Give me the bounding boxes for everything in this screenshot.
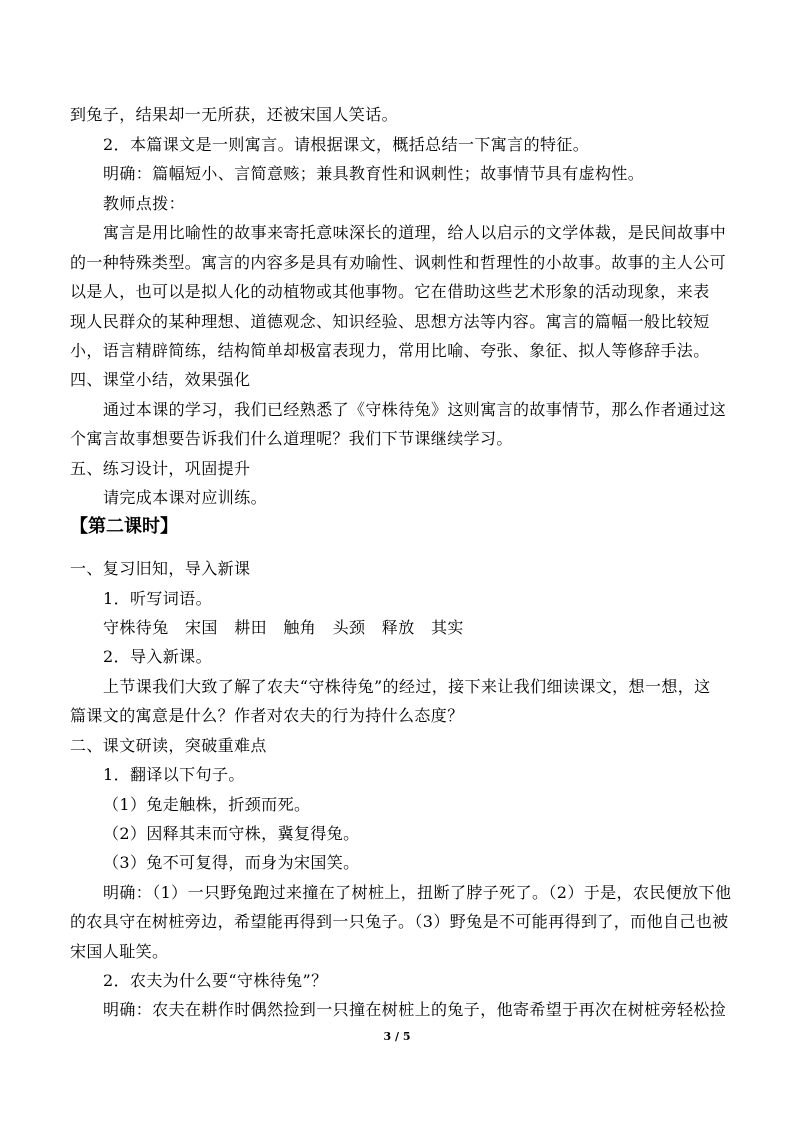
sentence-item: （3）兔不可复得，而身为宋国笑。 xyxy=(103,853,360,872)
lesson-heading: 【第二课时】 xyxy=(70,516,178,537)
question-text: 1．听写词语。 xyxy=(103,589,212,608)
question-text: 2．农夫为什么要“守株待兔”？ xyxy=(103,971,328,990)
section-heading: 一、复习旧知，导入新课 xyxy=(70,559,251,578)
section-heading: 四、课堂小结，效果强化 xyxy=(70,370,251,389)
paragraph-text: 寓言是用比喻性的故事来寄托意味深长的道理，给人以启示的文学体裁，是民间故事中 xyxy=(103,223,727,242)
answer-text: 明确：农夫在耕作时偶然捡到一只撞在树桩上的兔子，他寄希望于再次在树桩旁轻松捡 xyxy=(103,1000,727,1019)
body-text-line: 请完成本课对应训练。 xyxy=(103,488,268,507)
sentence-item: （2）因释其耒而守株，冀复得兔。 xyxy=(103,824,360,843)
section-heading: 二、课文研读，突破重难点 xyxy=(70,736,267,755)
paragraph-text: 的一种特殊类型。寓言的内容多是具有劝喻性、讽刺性和哲理性的小故事。故事的主人公可 xyxy=(70,253,727,272)
paragraph-text: 篇课文的寓意是什么？作者对农夫的行为持什么态度？ xyxy=(70,706,464,725)
paragraph-text: 上节课我们大致了解了农夫“守株待兔”的经过，接下来让我们细读课文，想一想，这 xyxy=(103,677,711,696)
vocabulary-list: 守株待兔 宋国 耕田 触角 头颈 释放 其实 xyxy=(103,618,464,637)
paragraph-text: 个寓言故事想要告诉我们什么道理呢？我们下节课继续学习。 xyxy=(70,429,513,448)
question-text: 1．翻译以下句子。 xyxy=(103,765,245,784)
section-heading: 五、练习设计，巩固提升 xyxy=(70,459,251,478)
answer-text: 宋国人耻笑。 xyxy=(70,942,169,961)
answer-text: 明确：篇幅短小、言简意赅；兼具教育性和讽刺性；故事情节具有虚构性。 xyxy=(103,164,645,183)
paragraph-text: 小，语言精辟简练，结构简单却极富表现力，常用比喻、夸张、象征、拟人等修辞手法。 xyxy=(70,341,710,360)
question-text: 2．本篇课文是一则寓言。请根据课文，概括总结一下寓言的特征。 xyxy=(103,135,590,154)
answer-text: 明确：（1）一只野兔跑过来撞在了树桩上，扭断了脖子死了。（2）于是，农民便放下他 xyxy=(103,883,732,902)
sentence-item: （1）兔走触株，折颈而死。 xyxy=(103,795,311,814)
paragraph-text: 以是人，也可以是拟人化的动植物或其他事物。它在借助这些艺术形象的活动现象，来表 xyxy=(70,282,710,301)
paragraph-text: 现人民群众的某种理想、道德观念、知识经验、思想方法等内容。寓言的篇幅一般比较短 xyxy=(70,312,710,331)
answer-text: 的农具守在树桩旁边，希望能再得到一只兔子。（3）野兔是不可能再得到了，而他自己也被 xyxy=(70,912,729,931)
page-number: 3 / 5 xyxy=(383,1030,411,1043)
body-text-line: 到兔子，结果却一无所获，还被宋国人笑话。 xyxy=(70,105,399,124)
paragraph-text: 通过本课的学习，我们已经熟悉了《守株待兔》这则寓言的故事情节，那么作者通过这 xyxy=(103,400,727,419)
body-text-line: 教师点拨： xyxy=(103,194,186,213)
question-text: 2．导入新课。 xyxy=(103,647,212,666)
